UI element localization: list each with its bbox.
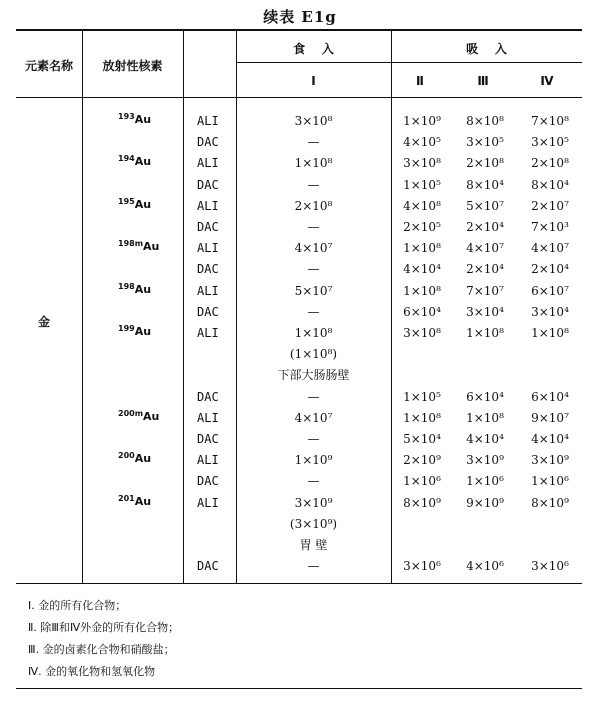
nuclide-label: $^{198}$Au [118,281,152,296]
cell-inhalation-IV: 8×10⁴ [531,177,569,192]
cell-ingestion-I: 5×10⁷ [294,283,333,298]
cell-inhalation-III: 6×10⁴ [466,389,504,404]
cell-inhalation-II: 1×10⁸ [403,410,441,425]
element-gold: 金 [38,315,51,329]
cell-ingestion-I: 下部大肠肠壁 [277,368,350,383]
cell-inhalation-II: 1×10⁸ [403,283,441,298]
limit-type-label: DAC [197,135,219,150]
header-col-II: Ⅱ [416,74,424,88]
cell-ingestion-I: 2×10⁸ [294,198,333,213]
header-ingestion: 食 入 [293,42,334,56]
nuclide-label: $^{199}$Au [118,324,152,338]
header-col-IV: Ⅳ [540,74,554,88]
cell-inhalation-III: 1×10⁸ [466,326,504,340]
cell-inhalation-III: 8×10⁸ [466,114,504,128]
cell-inhalation-III: 4×10⁷ [466,241,504,256]
footnote: Ⅱ. 除Ⅲ和Ⅳ外金的所有化合物； [28,621,180,634]
cell-inhalation-II: 2×10⁹ [403,453,441,468]
cell-ingestion-I: — [307,432,320,446]
header-element-name: 元素名称 [24,59,73,73]
cell-inhalation-III: 1×10⁸ [466,410,504,425]
cell-ingestion-I: — [307,474,320,489]
limit-type-label: DAC [197,177,219,192]
cell-ingestion-I: — [307,304,320,319]
cell-inhalation-III: 3×10⁵ [466,135,504,150]
cell-ingestion-I: 1×10⁸ [294,156,333,171]
cell-inhalation-II: 1×10⁵ [403,177,441,192]
limit-type-label: DAC [197,262,219,277]
cell-inhalation-II: 4×10⁵ [403,135,441,150]
cell-inhalation-IV: 7×10⁸ [531,114,569,128]
cell-ingestion-I: — [307,135,320,150]
cell-ingestion-I: — [307,389,320,404]
cell-inhalation-II: 4×10⁴ [403,262,441,277]
cell-inhalation-II: 1×10⁵ [403,389,441,404]
header-mid-rule [236,62,582,63]
header-col-I: Ⅰ [311,74,316,88]
limit-type-label: ALI [197,241,219,256]
cell-ingestion-I: 4×10⁷ [294,410,333,425]
cell-inhalation-II: 1×10⁸ [403,241,441,256]
cell-inhalation-II: 1×10⁶ [403,474,441,489]
cell-ingestion-I: 3×10⁸ [294,114,333,128]
nuclide-label: $^{198m}$Au [118,239,160,254]
cell-inhalation-III: 2×10⁴ [466,262,504,277]
limit-type-label: ALI [197,326,219,340]
limit-type-label: DAC [197,432,219,446]
cell-inhalation-IV: 4×10⁴ [531,432,569,446]
nuclide-label: $^{195}$Au [118,196,152,211]
cell-inhalation-IV: 3×10⁶ [531,559,569,574]
limit-type-label: ALI [197,198,219,213]
cell-ingestion-I: — [307,262,320,277]
cell-inhalation-II: 4×10⁸ [403,198,441,213]
cell-inhalation-IV: 8×10⁹ [531,495,569,510]
nuclide-label: $^{194}$Au [118,154,152,169]
cell-inhalation-III: 4×10⁴ [466,432,504,446]
limit-type-label: DAC [197,304,219,319]
cell-inhalation-IV: 3×10⁴ [531,304,569,319]
notes-bottom-rule [16,688,582,689]
col-divider-4 [391,30,392,584]
footnote: Ⅳ. 金的氧化物和氢氧化物 [28,665,156,678]
cell-ingestion-I: 1×10⁸ [294,326,333,340]
cell-inhalation-III: 2×10⁸ [466,156,504,171]
nuclide-label: $^{201}$Au [118,493,152,508]
cell-inhalation-IV: 9×10⁷ [531,410,569,425]
col-divider-2 [183,30,184,584]
header-col-III: Ⅲ [477,74,489,88]
cell-ingestion-I: (1×10⁸) [289,347,338,362]
header-nuclide: 放射性核素 [102,59,163,73]
header-bottom-rule [16,97,582,98]
cell-ingestion-I: 3×10⁹ [294,495,333,510]
cell-inhalation-III: 4×10⁶ [466,559,504,574]
cell-inhalation-III: 9×10⁹ [466,495,504,510]
cell-ingestion-I: 4×10⁷ [294,241,333,256]
limit-type-label: ALI [197,156,219,171]
limit-type-label: ALI [197,453,219,468]
cell-inhalation-III: 8×10⁴ [466,177,504,192]
cell-ingestion-I: — [307,177,320,192]
limit-type-label: DAC [197,389,219,404]
cell-inhalation-IV: 6×10⁴ [531,389,569,404]
footnote: Ⅰ. 金的所有化合物； [28,599,127,612]
cell-ingestion-I: — [307,220,320,234]
cell-inhalation-III: 1×10⁶ [466,474,504,489]
cell-inhalation-IV: 7×10³ [531,220,569,234]
cell-inhalation-III: 7×10⁷ [466,283,504,298]
cell-inhalation-II: 3×10⁸ [403,326,441,340]
cell-inhalation-II: 6×10⁴ [403,304,441,319]
limit-type-label: DAC [197,474,219,489]
cell-inhalation-IV: 1×10⁸ [531,326,569,340]
cell-inhalation-II: 8×10⁹ [403,495,441,510]
cell-inhalation-III: 3×10⁹ [466,453,504,468]
limit-type-label: ALI [197,495,219,510]
limit-type-label: ALI [197,410,219,425]
nuclide-label: $^{200m}$Au [118,408,160,423]
cell-inhalation-III: 2×10⁴ [466,220,504,234]
limit-type-label: ALI [197,114,219,128]
table-bottom-rule [16,583,582,584]
limit-type-label: DAC [197,220,219,234]
nuclide-label: $^{193}$Au [118,112,152,126]
cell-inhalation-II: 1×10⁹ [403,114,441,128]
top-rule [16,29,582,31]
cell-ingestion-I: (3×10⁹) [289,516,338,531]
limit-type-label: ALI [197,283,219,298]
cell-inhalation-II: 5×10⁴ [403,432,441,446]
cell-inhalation-IV: 2×10⁴ [531,262,569,277]
cell-inhalation-II: 2×10⁵ [403,220,441,234]
cell-inhalation-IV: 1×10⁶ [531,474,569,489]
cell-inhalation-IV: 6×10⁷ [531,283,569,298]
cell-ingestion-I: — [307,559,320,574]
cell-inhalation-II: 3×10⁸ [403,156,441,171]
cell-inhalation-IV: 4×10⁷ [531,241,569,256]
cell-inhalation-IV: 3×10⁹ [531,453,569,468]
cell-inhalation-III: 3×10⁴ [466,304,504,319]
header-inhalation: 吸 入 [466,42,507,56]
cell-inhalation-III: 5×10⁷ [466,198,504,213]
col-divider-1 [82,30,83,584]
table-title: 续表 E1g [263,8,337,26]
cell-inhalation-II: 3×10⁶ [403,559,441,574]
cell-ingestion-I: 1×10⁹ [294,453,333,468]
cell-inhalation-IV: 2×10⁷ [531,198,569,213]
cell-ingestion-I: 胃 壁 [299,538,328,552]
cell-inhalation-IV: 3×10⁵ [531,135,569,150]
cell-inhalation-IV: 2×10⁸ [531,156,569,171]
nuclide-label: $^{200}$Au [118,451,152,466]
footnote: Ⅲ. 金的卤素化合物和硝酸盐； [28,643,175,656]
limit-type-label: DAC [197,559,219,574]
